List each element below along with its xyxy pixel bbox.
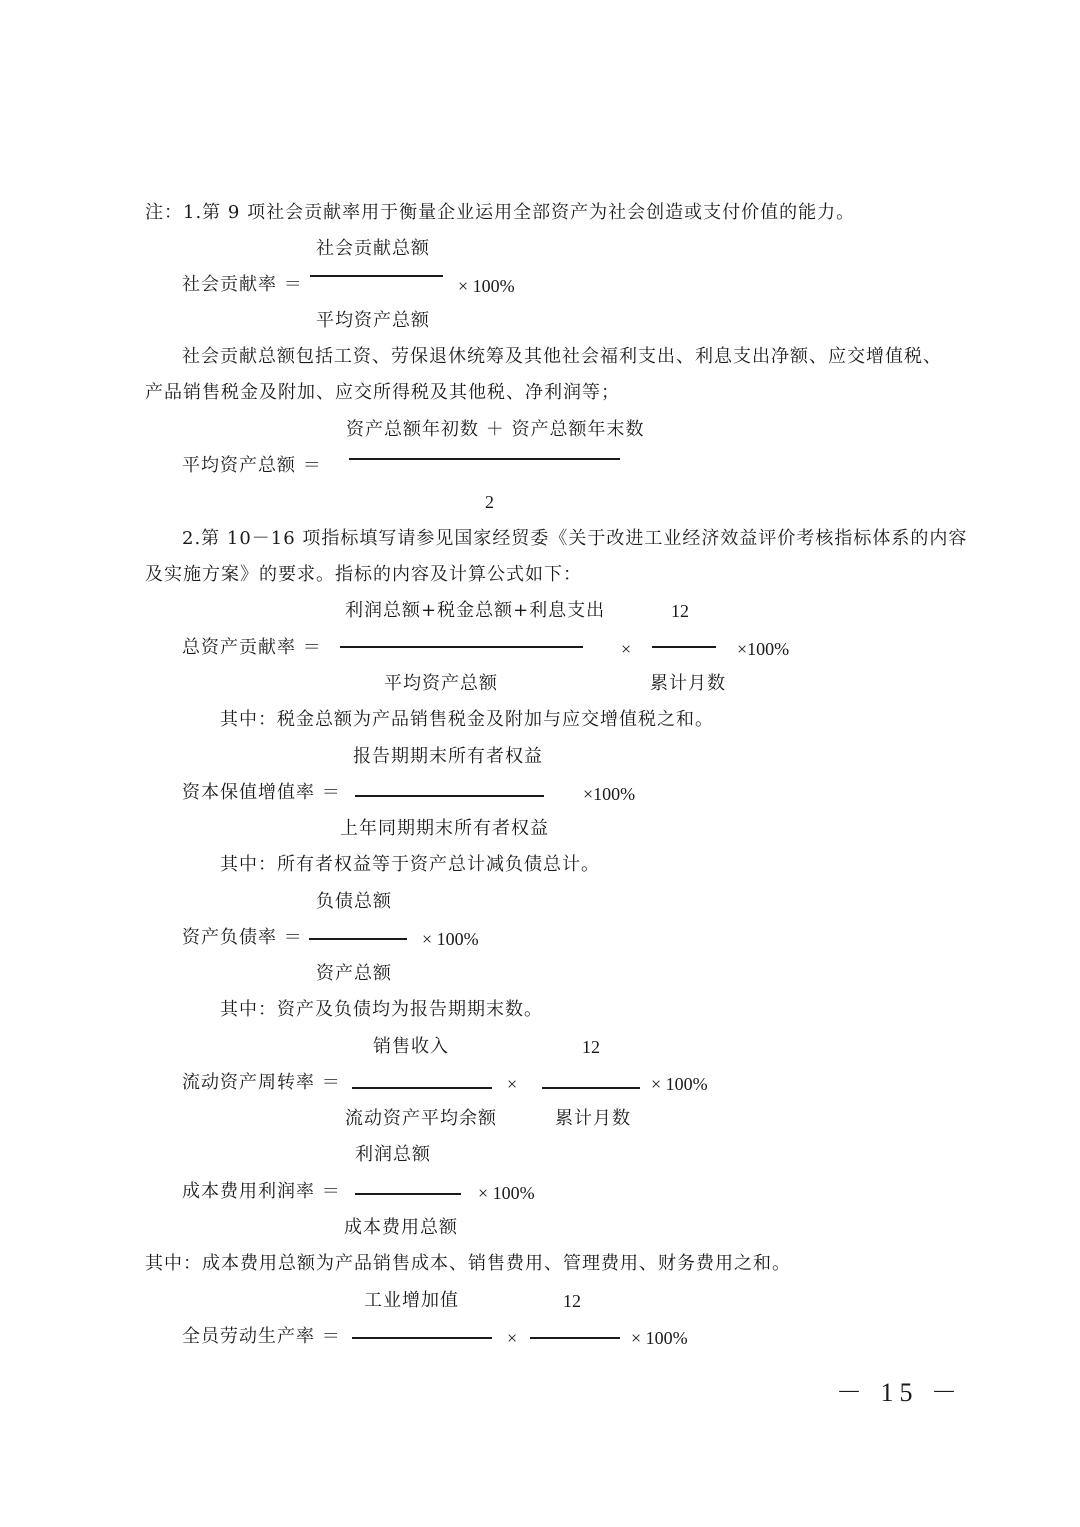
f-cost-denominator: 成本费用总额 [344, 1217, 458, 1238]
f2-denominator: 2 [485, 492, 494, 512]
f1-denominator: 平均资产总额 [316, 310, 430, 331]
f1-multiplier: × 100% [458, 276, 515, 296]
f-debt-label: 资产负债率 ＝ [182, 927, 303, 948]
note2-intro-line1: 2.第 10－16 项指标填写请参见国家经贸委《关于改进工业经济效益评价考核指标体系的内容 [182, 528, 968, 549]
note1-para-line1: 社会贡献总额包括工资、劳保退休统筹及其他社会福利支出、利息支出净额、应交增值税、 [182, 346, 942, 367]
f-debt-note: 其中：资产及负债均为报告期期末数。 [220, 999, 543, 1020]
f-turnover-denominator: 流动资产平均余额 [345, 1108, 497, 1129]
f2-numerator: 资产总额年初数 ＋ 资产总额年末数 [346, 419, 645, 440]
f-total-asset-numerator2: 12 [671, 601, 689, 621]
f-labor-fraction-bar [352, 1337, 492, 1339]
f1-fraction-bar [310, 275, 443, 277]
f-capital-multiplier: ×100% [583, 784, 636, 804]
f-turnover-denominator2: 累计月数 [555, 1108, 631, 1129]
f-turnover-fraction-bar [352, 1087, 492, 1089]
f-cost-label: 成本费用利润率 ＝ [182, 1181, 341, 1202]
f-capital-note: 其中：所有者权益等于资产总计减负债总计。 [220, 854, 600, 875]
f-total-asset-numerator: 利润总额+税金总额+利息支出 [345, 600, 606, 621]
f-debt-fraction-bar [309, 938, 407, 940]
f-labor-numerator: 工业增加值 [364, 1290, 459, 1311]
f2-label: 平均资产总额 ＝ [182, 455, 322, 476]
f-total-asset-denominator: 平均资产总额 [384, 673, 498, 694]
f-turnover-multiplier: × 100% [651, 1074, 708, 1094]
f-debt-denominator: 资产总额 [316, 963, 392, 984]
f-labor-fraction-bar-2 [530, 1337, 620, 1339]
f-debt-numerator: 负债总额 [316, 891, 392, 912]
f-total-asset-times: × [621, 639, 632, 659]
f1-label: 社会贡献率 ＝ [182, 274, 303, 295]
note1-para-line2: 产品销售税金及附加、应交所得税及其他税、净利润等； [145, 382, 620, 403]
f-cost-numerator: 利润总额 [355, 1144, 431, 1165]
page-number: － 15 － [836, 1378, 964, 1407]
f-capital-label: 资本保值增值率 ＝ [182, 782, 341, 803]
f-labor-multiplier: × 100% [631, 1328, 688, 1348]
f-turnover-label: 流动资产周转率 ＝ [182, 1072, 341, 1093]
f-turnover-times: × [507, 1074, 518, 1094]
note2-intro-line2: 及实施方案》的要求。指标的内容及计算公式如下： [145, 564, 582, 585]
f-capital-fraction-bar [355, 795, 544, 797]
f1-numerator: 社会贡献总额 [316, 238, 430, 259]
f-capital-numerator: 报告期期末所有者权益 [353, 746, 543, 767]
f-labor-times: × [507, 1328, 518, 1348]
f-total-asset-denominator2: 累计月数 [650, 673, 726, 694]
f-turnover-numerator2: 12 [582, 1037, 600, 1057]
f-total-asset-label: 总资产贡献率 ＝ [182, 637, 322, 658]
f-debt-multiplier: × 100% [422, 929, 479, 949]
f-capital-denominator: 上年同期期末所有者权益 [340, 818, 549, 839]
note1-intro: 注：1.第 9 项社会贡献率用于衡量企业运用全部资产为社会创造或支付价值的能力。 [145, 202, 856, 223]
f-labor-label: 全员劳动生产率 ＝ [182, 1326, 341, 1347]
f-turnover-numerator: 销售收入 [373, 1036, 449, 1057]
f-cost-multiplier: × 100% [478, 1183, 535, 1203]
f-total-asset-note: 其中：税金总额为产品销售税金及附加与应交增值税之和。 [220, 709, 714, 730]
f-turnover-fraction-bar-2 [542, 1087, 640, 1089]
f-total-asset-multiplier: ×100% [737, 639, 790, 659]
f-cost-note: 其中：成本费用总额为产品销售成本、销售费用、管理费用、财务费用之和。 [145, 1253, 791, 1274]
f2-fraction-bar [349, 458, 620, 460]
f-labor-numerator2: 12 [563, 1291, 581, 1311]
f-total-asset-fraction-bar-2 [652, 646, 716, 648]
f-cost-fraction-bar [355, 1193, 461, 1195]
f-total-asset-fraction-bar [340, 646, 583, 648]
